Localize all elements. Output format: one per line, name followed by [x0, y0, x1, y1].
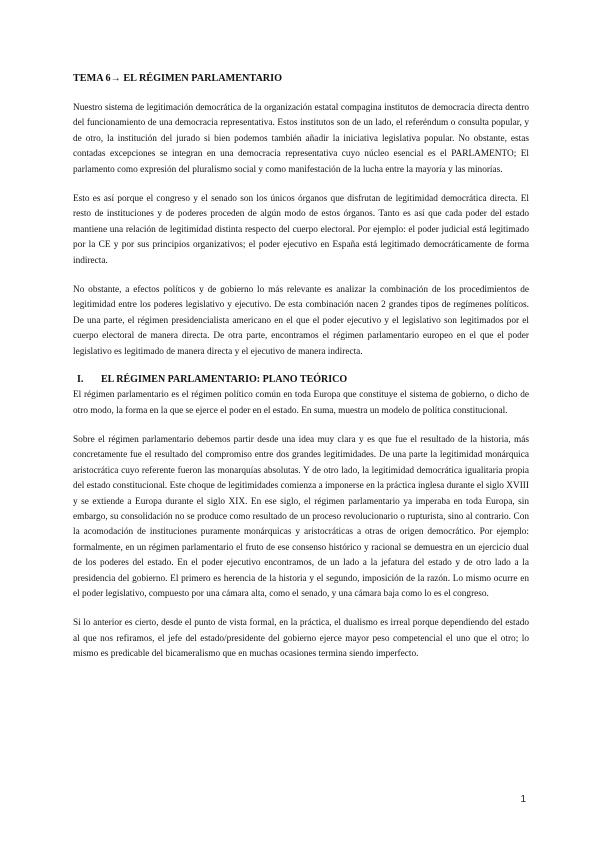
paragraph-section-1: El régimen parlamentario es el régimen político común en toda Europa que constituye el sistema de gobierno, o dicho de otro modo, la forma en la que se ejerce el poder en el estado. En suma, muestra un modelo de política constitucional. [73, 390, 529, 416]
section-number: I. [77, 374, 84, 386]
paragraph-intro-1: Nuestro sistema de legitimación democrática de la organización estatal compagina institutos de democracia directa dentro del funcionamiento de una democracia representativa. Estos institutos son de un lado, el referéndum o consulta popular, y de otro, la institución del jurado si bien podemos también añadir la iniciativa legislativa popular. No obstante, estas contadas excepciones se integran en una democracia representativa cuyo núcleo esencial es el PARLAMENTO; El parlamento como expresión del pluralismo social y como manifestación de la lucha entre la mayoría y las minorías. [73, 103, 529, 175]
section-heading [73, 373, 529, 387]
document-page [73, 72, 529, 677]
document-title: TEMA 6→ EL RÉGIMEN PARLAMENTARIO [73, 73, 283, 84]
paragraph-intro-2: Esto es así porque el congreso y el senado son los únicos órganos que disfrutan de legitimidad democrática directa. El resto de instituciones y de poderes proceden de algún modo de estos órganos. Tanto es así que cada poder del estado mantiene una relación de legitimidad distinta respecto del cuerpo electoral. Por ejemplo: el poder judicial está legitimado por la CE y por sus principios organizativos; el poder ejecutivo en España está legitimado democráticamente de forma indirecta. [73, 194, 529, 266]
paragraph-intro-3: No obstante, a efectos políticos y de gobierno lo más relevante es analizar la combinación de los procedimientos de legitimidad entre los poderes legislativo y ejecutivo. De esta combinación nacen 2 grandes tipos de regímenes políticos. De una parte, el régimen presidencialista americano en el que el poder ejecutivo y el legislativo son legitimados por el cuerpo electoral de manera directa. De otra parte, encontramos el régimen parlamentario europeo en el que el poder legislativo es legitimado de manera directa y el ejecutivo de manera indirecta. [73, 285, 529, 357]
page-number: 1 [520, 794, 526, 805]
paragraph-section-2: Sobre el régimen parlamentario debemos partir desde una idea muy clara y es que fue el resultado de la historia, más concretamente fue el resultado del compromiso entre dos grandes legitimidades. De una parte la legitimidad monárquica aristocrática cuyo referente fueron las monarquías absolutas. Y de otro lado, la legitimidad democrática igualitaria propia del estado constitucional. Este choque de legitimidades comienza a imponerse en la práctica inglesa durante el siglo XVIII y se extiende a Europa durante el siglo XIX. En ese siglo, el régimen parlamentario ya imperaba en toda Europa, sin embargo, su consolidación no se produce como resultado de un proceso revolucionario o rupturista, sino al contrario. Con la acomodación de instituciones puramente monárquicas y aristocráticas a otras de origen democrático. Por ejemplo: formalmente, en un régimen parlamentario el fruto de ese consenso histórico y racional se demuestra en un ejercicio dual de los poderes del estado. En el poder ejecutivo encontramos, de un lado a la jefatura del estado y de otro lado a la presidencia del gobierno. El primero es herencia de la historia y el segundo, imposición de la razón. Lo mismo ocurre en el poder legislativo, compuesto por una cámara alta, como el senado, y una cámara baja como lo es el congreso. [73, 434, 529, 599]
paragraph-section-3: Si lo anterior es cierto, desde el punto de vista formal, en la práctica, el dualismo es irreal porque dependiendo del estado al que nos refiramos, el jefe del estado/presidente del gobierno ejerce mayor peso competencial el uno que el otro; lo mismo es predicable del bicameralismo que en muchas ocasiones termina siendo imperfecto. [73, 618, 529, 660]
section-title: EL RÉGIMEN PARLAMENTARIO: PLANO TEÓRICO [101, 374, 348, 386]
